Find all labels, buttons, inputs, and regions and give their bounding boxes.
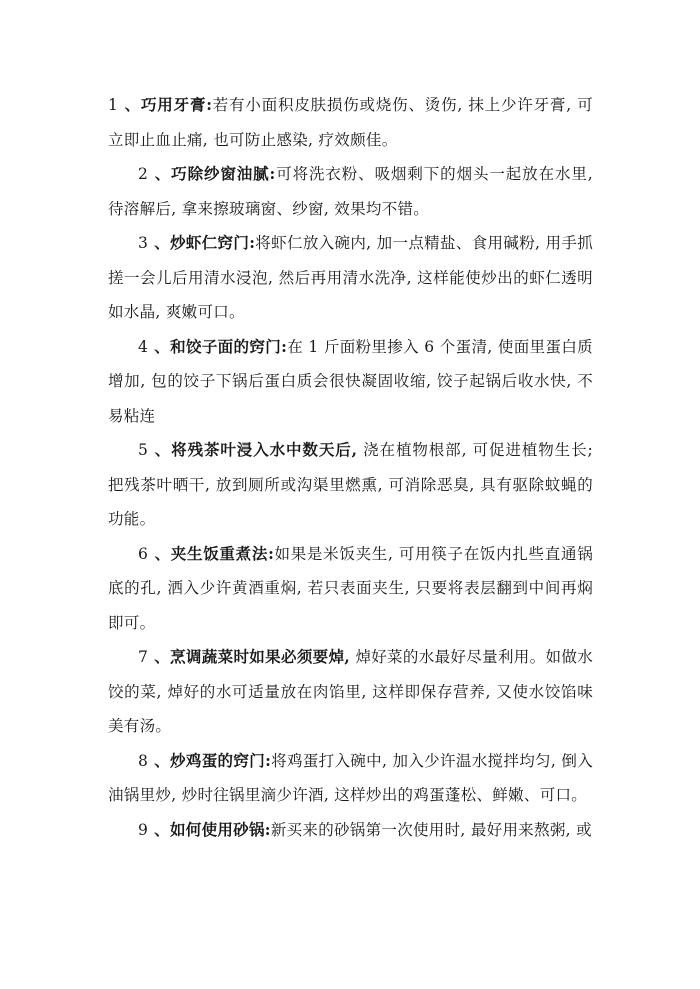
tip-title: 、炒鸡蛋的窍门:	[154, 750, 272, 770]
tip-body: 将鸡蛋打入碗中, 加入少许温水搅拌均匀, 倒入油锅里炒, 炒时往锅里滴少许酒, 这样炒出的鸡蛋蓬松、鲜嫩、可口。	[108, 751, 594, 804]
tip-title: 、和饺子面的窍门:	[154, 336, 288, 356]
tip-title: 、巧用牙膏:	[124, 95, 213, 114]
tip-paragraph	[108, 813, 593, 848]
tip-number: 7	[138, 648, 149, 666]
tip-number: 8	[138, 751, 149, 770]
tip-body: 如果是米饭夹生, 可用筷子在饭内扎些直通锅底的孔, 洒入少许黄酒重焖, 若只表面夹生, 只要将表层翻到中间再焖即可。	[108, 544, 593, 632]
tip-number: 5	[138, 441, 149, 459]
tip-number: 1	[108, 96, 119, 114]
tip-paragraph	[108, 330, 593, 434]
tip-title: 、烹调蔬菜时如果必须要焯,	[154, 647, 351, 666]
tip-paragraph	[108, 640, 593, 744]
tip-paragraph	[108, 157, 593, 226]
tip-paragraph	[108, 88, 593, 157]
tip-paragraph	[108, 433, 593, 537]
tip-number: 9	[138, 820, 149, 839]
tip-title: 、如何使用砂锅:	[154, 819, 271, 839]
tip-title: 、将残茶叶浸入水中数天后,	[154, 440, 358, 459]
tip-paragraph	[108, 744, 593, 813]
tip-title: 、夹生饭重煮法:	[154, 543, 275, 563]
tip-body: 可将洗衣粉、吸烟剩下的烟头一起放在水里, 待溶解后, 拿来擦玻璃窗、纱窗, 效果均不错。	[108, 165, 593, 218]
tip-body: 新买来的砂锅第一次使用时, 最好用来熬粥, 或	[270, 820, 592, 839]
document-page	[108, 88, 593, 847]
tip-number: 4	[138, 337, 149, 356]
tip-body: 将虾仁放入碗内, 加一点精盐、食用碱粉, 用手抓搓一会儿后用清水浸泡, 然后再用清水洗净, 这样能使炒出的虾仁透明如水晶, 爽嫩可口。	[108, 234, 593, 321]
tip-body: 在 1 斤面粉里掺入 6 个蛋清, 使面里蛋白质增加, 包的饺子下锅后蛋白质会很快凝固收缩, 饺子起锅后收水快, 不易粘连	[108, 337, 593, 425]
tip-paragraph	[108, 537, 593, 641]
tip-paragraph	[108, 226, 593, 330]
tip-number: 6	[138, 544, 149, 563]
tip-body: 浇在植物根部, 可促进植物生长; 把残茶叶晒干, 放到厕所或沟渠里燃熏, 可消除恶臭, 具有驱除蚊蝇的功能。	[108, 441, 593, 528]
tip-body: 焯好菜的水最好尽量利用。如做水饺的菜, 焯好的水可适量放在肉馅里, 这样即保存营养, 又使水饺馅味美有汤。	[108, 648, 593, 735]
tip-title: 、巧除纱窗油腻:	[154, 164, 276, 183]
tip-number: 2	[138, 165, 149, 183]
tip-body: 若有小面积皮肤损伤或烧伤、烫伤, 抹上少许牙膏, 可立即止血止痛, 也可防止感染, 疗效颇佳。	[108, 96, 593, 149]
tip-title: 、炒虾仁窍门:	[154, 233, 256, 252]
tip-number: 3	[138, 234, 149, 252]
